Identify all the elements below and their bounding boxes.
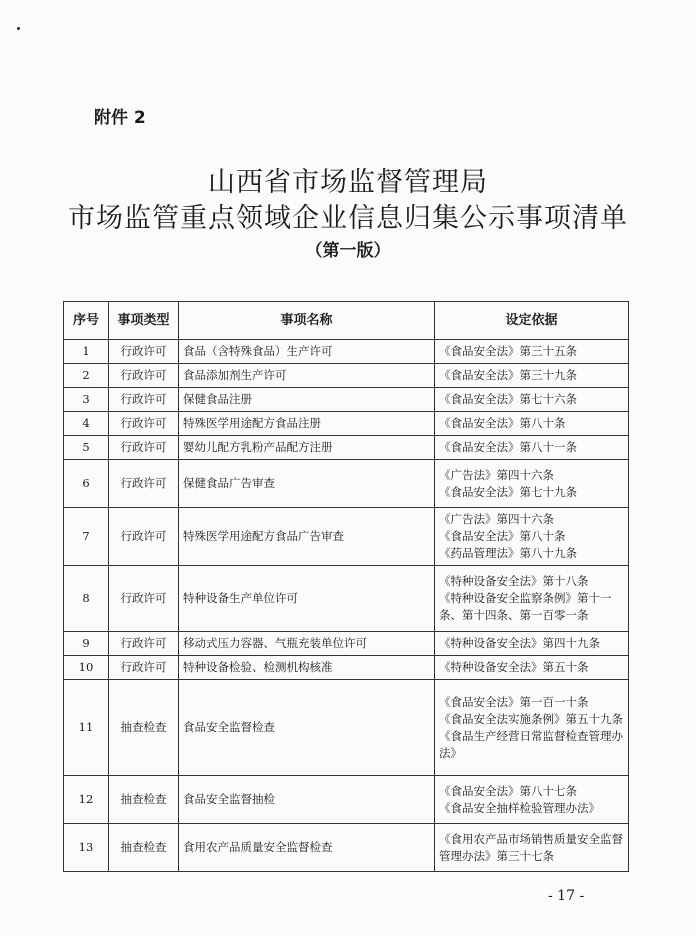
edition-label: （第一版） — [305, 241, 391, 261]
cell-basis: 《特种设备安全法》第五十条 — [435, 656, 629, 680]
column-header-type: 事项类型 — [109, 302, 179, 340]
cell-type: 行政许可 — [109, 566, 179, 632]
cell-no: 6 — [64, 460, 109, 508]
document-title-line1: 山西省市场监督管理局 — [208, 167, 488, 198]
cell-name: 食品添加剂生产许可 — [179, 364, 435, 388]
cell-type: 行政许可 — [109, 412, 179, 436]
items-table — [63, 301, 629, 872]
table-row — [64, 340, 629, 364]
cell-basis: 《广告法》第四十六条 《食品安全法》第八十条 《药品管理法》第八十九条 — [435, 508, 629, 566]
cell-name: 保健食品广告审查 — [179, 460, 435, 508]
cell-no: 4 — [64, 412, 109, 436]
scan-dot — [17, 27, 20, 30]
cell-name: 特殊医学用途配方食品注册 — [179, 412, 435, 436]
table-row — [64, 566, 629, 632]
cell-basis: 《食品安全法》第七十六条 — [435, 388, 629, 412]
page-number: - 17 - — [548, 888, 585, 904]
document-title-line2: 市场监管重点领域企业信息归集公示事项清单 — [68, 203, 628, 234]
cell-no: 8 — [64, 566, 109, 632]
cell-basis: 《食品安全法》第三十九条 — [435, 364, 629, 388]
table-row — [64, 508, 629, 566]
cell-name: 食品安全监督检查 — [179, 680, 435, 776]
cell-type: 行政许可 — [109, 508, 179, 566]
cell-type: 抽查检查 — [109, 776, 179, 824]
cell-basis: 《特种设备安全法》第十八条 《特种设备安全监察条例》第十一条、第十四条、第一百零一条 — [435, 566, 629, 632]
cell-name: 婴幼儿配方乳粉产品配方注册 — [179, 436, 435, 460]
cell-name: 食用农产品质量安全监督检查 — [179, 824, 435, 872]
cell-type: 抽查检查 — [109, 680, 179, 776]
table-header-row — [64, 302, 629, 340]
cell-no: 12 — [64, 776, 109, 824]
cell-name: 移动式压力容器、气瓶充装单位许可 — [179, 632, 435, 656]
table-row — [64, 824, 629, 872]
cell-no: 11 — [64, 680, 109, 776]
cell-no: 5 — [64, 436, 109, 460]
cell-name: 特殊医学用途配方食品广告审查 — [179, 508, 435, 566]
cell-basis: 《食品安全法》第八十一条 — [435, 436, 629, 460]
cell-basis: 《特种设备安全法》第四十九条 — [435, 632, 629, 656]
cell-type: 行政许可 — [109, 656, 179, 680]
cell-name: 特种设备检验、检测机构核准 — [179, 656, 435, 680]
cell-name: 特种设备生产单位许可 — [179, 566, 435, 632]
table-row — [64, 776, 629, 824]
cell-type: 行政许可 — [109, 340, 179, 364]
column-header-name: 事项名称 — [179, 302, 435, 340]
table-row — [64, 632, 629, 656]
cell-type: 行政许可 — [109, 364, 179, 388]
cell-type: 行政许可 — [109, 436, 179, 460]
cell-basis: 《食品安全法》第八十条 — [435, 412, 629, 436]
table-row — [64, 388, 629, 412]
cell-basis: 《食品安全法》第一百一十条 《食品安全法实施条例》第五十九条 《食品生产经营日常监督检查管理办法》 — [435, 680, 629, 776]
attachment-label: 附件 2 — [94, 108, 146, 128]
table-row — [64, 412, 629, 436]
cell-type: 行政许可 — [109, 460, 179, 508]
cell-name: 保健食品注册 — [179, 388, 435, 412]
cell-no: 13 — [64, 824, 109, 872]
cell-basis: 《食品安全法》第三十五条 — [435, 340, 629, 364]
table-row — [64, 680, 629, 776]
cell-no: 10 — [64, 656, 109, 680]
table-row — [64, 656, 629, 680]
cell-no: 3 — [64, 388, 109, 412]
column-header-no: 序号 — [64, 302, 109, 340]
cell-type: 抽查检查 — [109, 824, 179, 872]
cell-no: 9 — [64, 632, 109, 656]
cell-basis: 《广告法》第四十六条 《食品安全法》第七十九条 — [435, 460, 629, 508]
table-row — [64, 364, 629, 388]
table-row — [64, 436, 629, 460]
table-row — [64, 460, 629, 508]
cell-name: 食品（含特殊食品）生产许可 — [179, 340, 435, 364]
cell-name: 食品安全监督抽检 — [179, 776, 435, 824]
cell-no: 7 — [64, 508, 109, 566]
cell-no: 2 — [64, 364, 109, 388]
cell-no: 1 — [64, 340, 109, 364]
column-header-basis: 设定依据 — [435, 302, 629, 340]
cell-basis: 《食品安全法》第八十七条 《食品安全抽样检验管理办法》 — [435, 776, 629, 824]
cell-type: 行政许可 — [109, 388, 179, 412]
cell-basis: 《食用农产品市场销售质量安全监督管理办法》第三十七条 — [435, 824, 629, 872]
cell-type: 行政许可 — [109, 632, 179, 656]
